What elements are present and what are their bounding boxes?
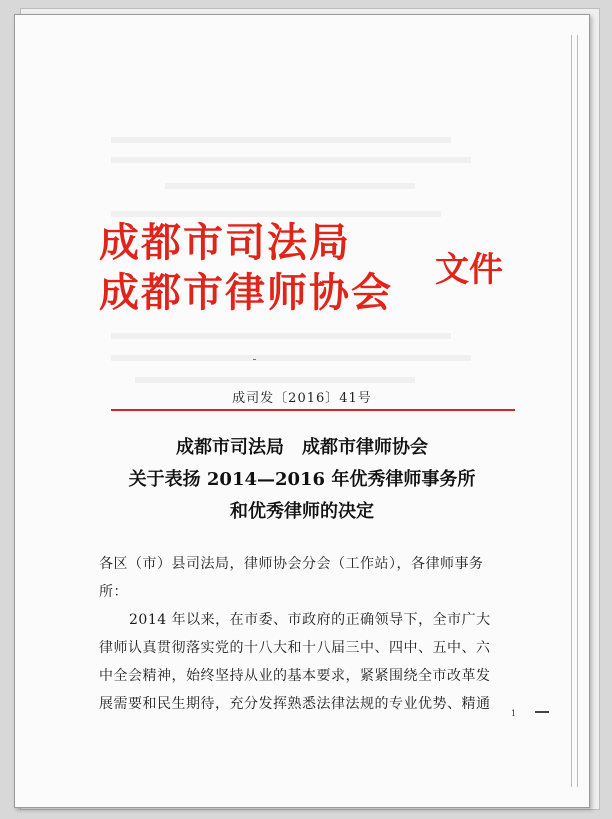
header-org-judicial-bureau: 成都市司法局 [99,219,351,266]
document-number: 成司发〔2016〕41号 [232,391,372,406]
show-through [111,157,471,163]
salutation-line-1: 各区（市）县司法局，律师协会分会（工作站），各律师事务 [99,556,484,572]
title-line-1: 成都市司法局 成都市律师协会 [176,437,428,458]
red-separator-rule [111,409,515,411]
show-through [111,355,471,361]
body-paragraph-line: 2014 年以来，在市委、市政府的正确领导下，全市广大 [129,612,491,628]
show-through [135,377,415,383]
salutation-line-2: 所： [99,584,128,600]
show-through [111,211,441,217]
header-document-suffix: 文件 [435,250,503,290]
page-number: 1 [511,709,517,718]
page-edge-line [571,35,572,787]
body-paragraph-line: 展需要和民生期待，充分发挥熟悉法律法规的专业优势、精通 [99,696,491,712]
scan-mark [535,711,549,713]
page-edge-line [577,35,578,787]
title-line-2: 关于表扬 2014—2016 年优秀律师事务所 [128,469,476,490]
show-through [111,137,451,143]
title-line-3: 和优秀律师的决定 [230,501,374,522]
show-through [111,333,451,339]
scan-speck [253,359,256,360]
body-paragraph-line: 律师认真贯彻落实党的十八大和十八届三中、四中、五中、六 [99,640,491,656]
body-paragraph-line: 中全会精神，始终坚持从业的基本要求，紧紧围绕全市改革发 [99,668,491,684]
show-through [165,183,415,189]
header-org-lawyers-association: 成都市律师协会 [99,269,393,316]
document-page [14,14,590,808]
